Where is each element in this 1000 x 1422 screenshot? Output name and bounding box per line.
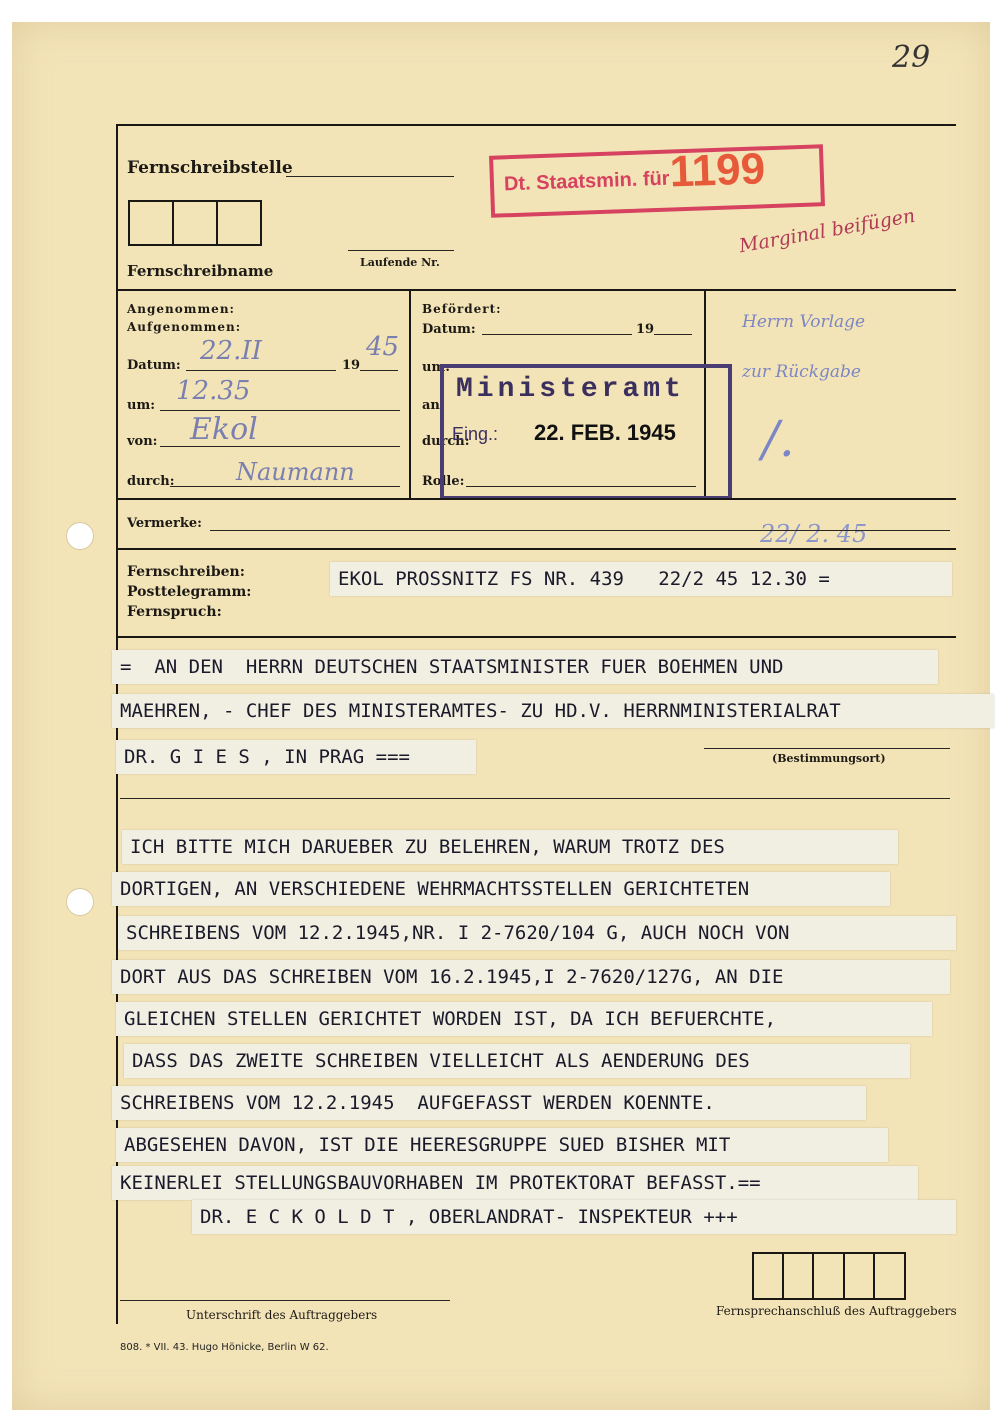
received-label1: Angenommen: [127, 302, 235, 316]
tape-body-9: KEINERLEI STELLUNGSBAUVORHABEN IM PROTEKTORAT BEFASST.== [112, 1166, 918, 1200]
forwarded-time-label: um: [422, 360, 451, 375]
stamp-purple-date: 22. FEB. 1945 [534, 420, 676, 445]
serial-label: Laufende Nr. [360, 256, 440, 269]
serial-line [348, 250, 454, 251]
forwarded-date-line [482, 334, 632, 335]
note-top-right: Marginal beifügen [737, 204, 917, 258]
forwarded-by-label: durch: [422, 434, 470, 449]
tape-body-6: DASS DAS ZWEITE SCHREIBEN VIELLEICHT ALS AENDERUNG DES [124, 1044, 910, 1078]
type-posttelegramm: Posttelegramm: [127, 584, 252, 600]
note-right-mark: /. [762, 410, 795, 468]
printer-imprint: 808. * VII. 43. Hugo Hönicke, Berlin W 62. [120, 1342, 329, 1353]
section-top-line [116, 289, 956, 291]
received-year-prefix: 19 [342, 358, 361, 373]
phone-label: Fernsprechanschluß des Auftraggebers [716, 1304, 957, 1318]
ministry-number-stamp [489, 144, 825, 218]
note-right-line1: Herrn Vorlage [742, 312, 866, 332]
forwarded-roll-label: Rolle: [422, 474, 465, 489]
received-by-line [170, 486, 400, 487]
forwarded-year-line [654, 334, 692, 335]
remarks-line [210, 530, 950, 531]
received-from-label: von: [127, 434, 158, 449]
type-fernspruch: Fernspruch: [127, 604, 222, 620]
note-right-date: 22/ 2. 45 [760, 520, 868, 548]
received-by-label: durch: [127, 474, 175, 489]
tape-body-8: ABGESEHEN DAVON, IST DIE HEERESGRUPPE SUED BISHER MIT [116, 1128, 888, 1162]
punch-hole-top [66, 522, 94, 550]
types-top-line [116, 548, 956, 550]
office-line [286, 176, 454, 177]
stamp-purple-title: Ministeramt [456, 374, 685, 405]
remarks-label: Vermerke: [127, 516, 202, 531]
forwarded-date-label: Datum: [422, 322, 476, 337]
received-time-label: um: [127, 398, 156, 413]
type-fernschreiben: Fernschreiben: [127, 564, 245, 580]
tape-body-1: ICH BITTE MICH DARUEBER ZU BELEHREN, WARUM TROTZ DES [122, 830, 898, 864]
forwarded-year-prefix: 19 [636, 322, 655, 337]
destination-line [704, 748, 950, 749]
message-top-line [116, 636, 956, 638]
divider-received [409, 289, 411, 499]
name-boxes [128, 200, 262, 246]
tape-body-5: GLEICHEN STELLEN GERICHTET WORDEN IST, DA ICH BEFUERCHTE, [116, 1002, 932, 1036]
remarks-top-line [116, 498, 956, 500]
received-time-line [160, 410, 400, 411]
note-right-line2: zur Rückgabe [742, 362, 861, 382]
stamp-red-prefix: Dt. Staatsmin. für [503, 167, 670, 196]
received-time-value: 12.35 [176, 376, 251, 406]
tape-body-2: DORTIGEN, AN VERSCHIEDENE WEHRMACHTSSTELLEN GERICHTETEN [112, 872, 890, 906]
received-year-value: 45 [366, 332, 400, 362]
tape-body-10: DR. E C K O L D T , OBERLANDRAT- INSPEKTEUR +++ [192, 1200, 956, 1234]
page-number: 29 [892, 40, 931, 75]
forwarded-label: Befördert: [422, 302, 502, 316]
stamp-red-number: 1199 [668, 144, 766, 197]
forwarded-to-label: an: [422, 398, 445, 413]
received-date-line [186, 370, 336, 371]
received-year-line [360, 370, 398, 371]
tape-body-3: SCHREIBENS VOM 12.2.1945,NR. I 2-7620/104 G, AUCH NOCH VON [118, 916, 956, 950]
name-label: Fernschreibname [127, 262, 274, 280]
tape-body-4: DORT AUS DAS SCHREIBEN VOM 16.2.1945,I 2-7620/127G, AN DIE [112, 960, 950, 994]
tape-address-2: MAEHREN, - CHEF DES MINISTERAMTES- ZU HD.V. HERRNMINISTERIALRAT [112, 694, 994, 728]
tape-address-3: DR. G I E S , IN PRAG === [116, 740, 476, 774]
tape-body-7: SCHREIBENS VOM 12.2.1945 AUFGEFASST WERDEN KOENNTE. [112, 1086, 866, 1120]
received-by-value: Naumann [236, 458, 355, 486]
stamp-purple-eing-label: Eing.: [452, 424, 499, 444]
received-date-value: 22.II [200, 336, 262, 366]
ministeramt-stamp [440, 364, 732, 500]
phone-boxes [752, 1252, 906, 1300]
office-label: Fernschreibstelle [127, 158, 293, 178]
tape-address-1: = AN DEN HERRN DEUTSCHEN STAATSMINISTER FUER BOEHMEN UND [112, 650, 938, 684]
destination-label: (Bestimmungsort) [772, 752, 886, 765]
tape-header: EKOL PROSSNITZ FS NR. 439 22/2 45 12.30 = [330, 562, 952, 596]
received-from-value: Ekol [190, 412, 258, 447]
signature-label: Unterschrift des Auftraggebers [186, 1308, 378, 1322]
received-date-label: Datum: [127, 358, 181, 373]
signature-line [120, 1300, 450, 1301]
received-label2: Aufgenommen: [127, 320, 242, 334]
punch-hole-bottom [66, 888, 94, 916]
frame-top-line [116, 124, 956, 126]
ruled-line-1 [120, 798, 950, 799]
